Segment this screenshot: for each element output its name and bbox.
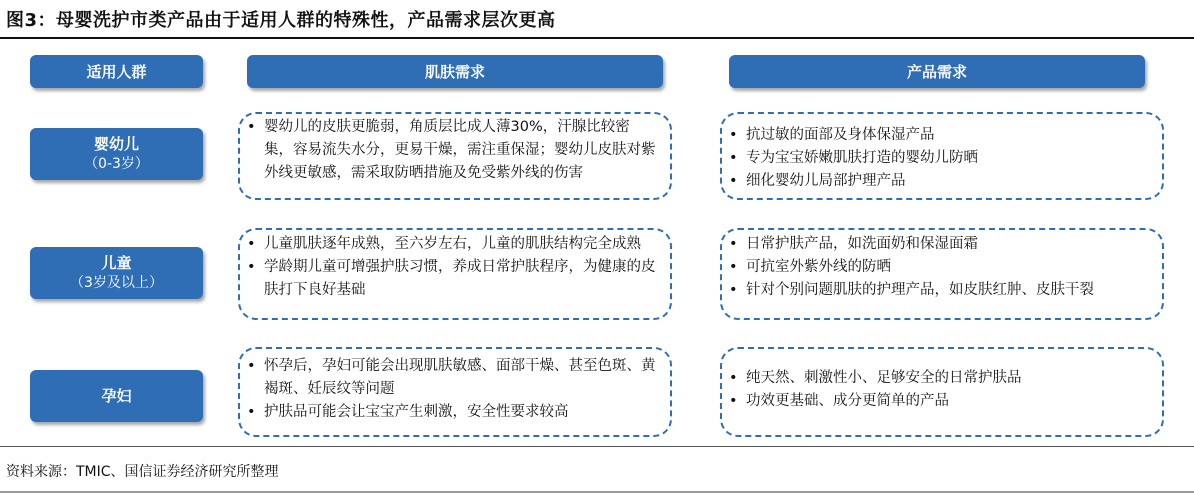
- product-need-item: • 功效更基础、成分更简单的产品: [722, 390, 1154, 413]
- skin-needs-box-infant: [238, 112, 672, 200]
- footer-divider: [0, 446, 1194, 447]
- skin-needs-box-child: [238, 228, 672, 320]
- group-name: 孕妇: [101, 387, 132, 405]
- product-needs-box-child: [720, 228, 1164, 320]
- header-group: [30, 55, 203, 88]
- bottom-divider: [0, 491, 1194, 493]
- group-child: [30, 247, 203, 299]
- header-skin-needs: [247, 55, 663, 88]
- header-skin-label: 肌肤需求: [424, 63, 485, 81]
- product-need-item: • 细化婴幼儿局部护理产品: [722, 170, 1154, 193]
- skin-need-item: • 学龄期儿童可增强护肤习惯，养成日常护肤程序，为健康的皮肤打下良好基础: [240, 256, 658, 302]
- group-infant: [30, 128, 203, 180]
- source-note: 资料来源：TMIC、国信证券经济研究所整理: [6, 464, 279, 480]
- product-need-item: • 日常护肤产品，如洗面奶和保湿面霜: [722, 233, 1154, 256]
- product-need-item: • 抗过敏的面部及身体保湿产品: [722, 124, 1154, 147]
- skin-need-item: • 护肤品可能会让宝宝产生刺激，安全性要求较高: [240, 401, 658, 424]
- group-pregnant: [30, 370, 203, 422]
- product-need-item: • 针对个别问题肌肤的护理产品，如皮肤红肿、皮肤干裂: [722, 279, 1154, 302]
- group-name: 婴幼儿: [93, 135, 139, 153]
- skin-need-item: • 婴幼儿的皮肤更脆弱，角质层比成人薄30%，汗腺比较密集，容易流失水分，更易干燥，需注重保湿；婴幼儿皮肤对紫外线更敏感，需采取防晒措施及免受紫外线的伤害: [240, 116, 658, 185]
- product-need-item: • 可抗室外紫外线的防晒: [722, 256, 1154, 279]
- skin-needs-box-pregnant: [238, 347, 672, 437]
- product-needs-box-infant: [720, 112, 1164, 200]
- header-product-label: 产品需求: [906, 63, 967, 81]
- product-need-item: • 纯天然、刺激性小、足够安全的日常护肤品: [722, 367, 1154, 390]
- product-needs-box-pregnant: [720, 347, 1164, 437]
- header-product-needs: [729, 55, 1145, 88]
- group-age: （0-3岁）: [84, 156, 149, 172]
- figure-title: 图3：母婴洗护市类产品由于适用人群的特殊性，产品需求层次更高: [6, 10, 556, 31]
- skin-need-item: • 怀孕后，孕妇可能会出现肌肤敏感、面部干燥、甚至色斑、黄褐斑、妊辰纹等问题: [240, 355, 658, 401]
- product-need-item: • 专为宝宝娇嫩肌肤打造的婴幼儿防晒: [722, 147, 1154, 170]
- header-group-label: 适用人群: [86, 63, 147, 81]
- group-name: 儿童: [101, 254, 132, 272]
- group-age: （3岁及以上）: [70, 275, 163, 291]
- skin-need-item: • 儿童肌肤逐年成熟，至六岁左右，儿童的肌肤结构完全成熟: [240, 233, 658, 256]
- title-divider: [0, 37, 1194, 39]
